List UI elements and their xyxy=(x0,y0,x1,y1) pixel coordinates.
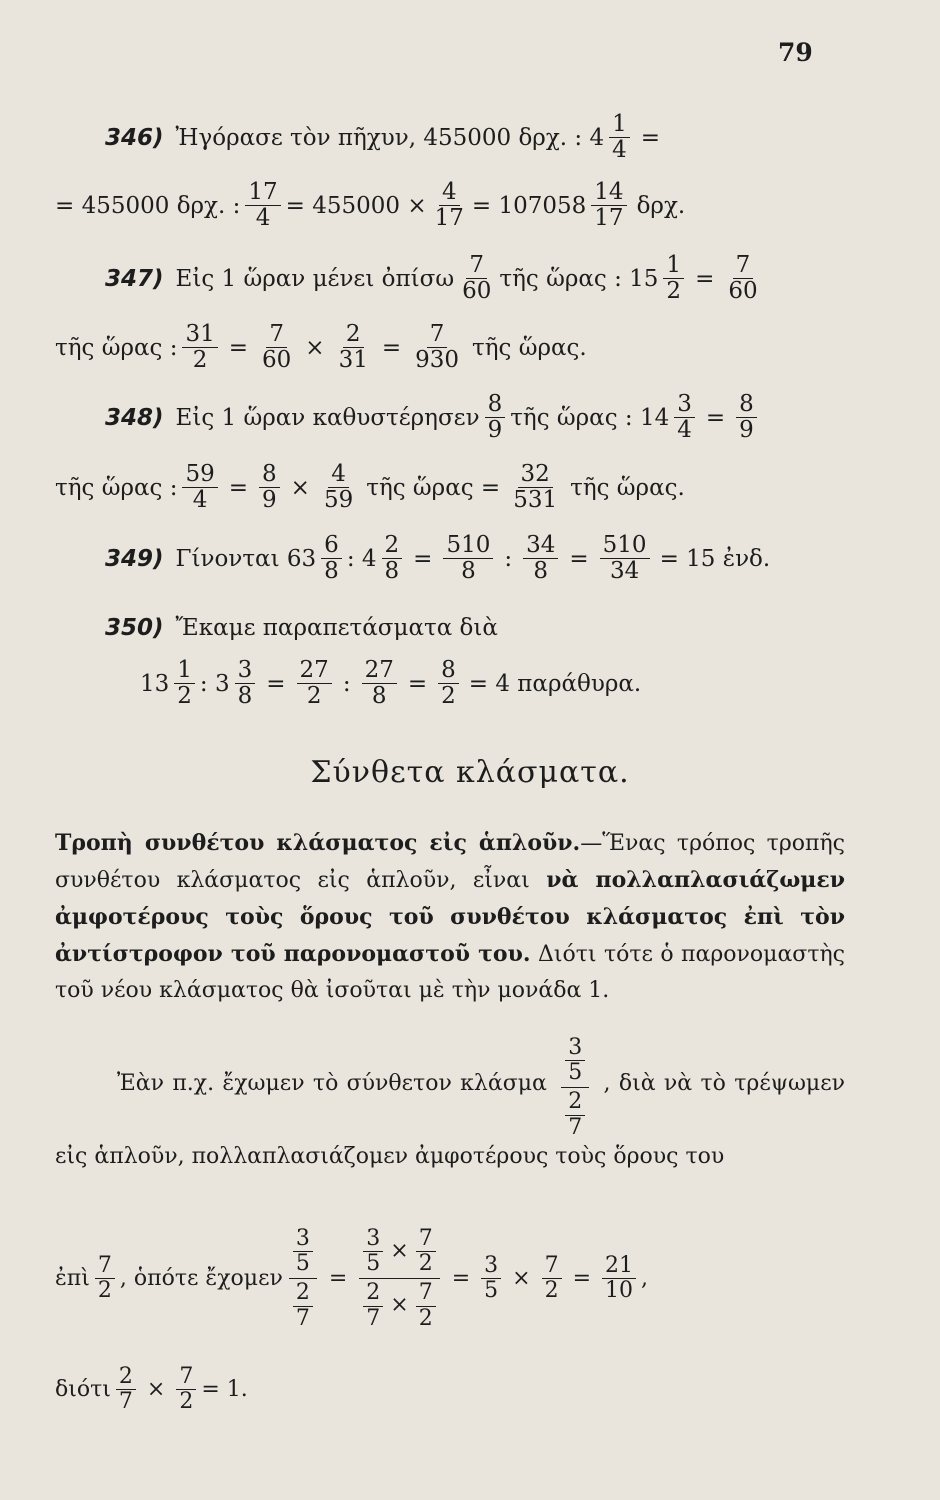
fraction: $\frac{7}{60}$ xyxy=(728,252,758,305)
fraction: $\frac{1}{2}$ xyxy=(663,253,684,305)
fraction: $\frac{4}{17}$ xyxy=(434,179,464,232)
bold-title: Τροπὴ συνθέτου κλάσματος εἰς ἁπλοῦν. xyxy=(55,830,581,856)
problem-number: 348) xyxy=(105,404,164,431)
text: —Ἕνας τρόπος τροπῆς συνθέτου κλάσματος εἰς ἁπλοῦν, εἶναι xyxy=(55,831,845,893)
text: Ἔκαμε παραπετάσματα διὰ xyxy=(175,615,498,641)
fraction: $\frac{3}{8}$ xyxy=(235,658,256,710)
fraction: $\frac{6}{8}$ xyxy=(321,533,342,585)
fraction: $\frac{3}{4}$ xyxy=(674,392,695,444)
fraction: $\frac{8}{2}$ xyxy=(438,658,459,710)
text: , διὰ νὰ τὸ τρέψωμεν εἰς ἁπλοῦν, πολλαπλασιάζομεν ἀμφοτέρους τοὺς ὅρους του xyxy=(55,1070,845,1169)
problem-349 xyxy=(105,533,775,585)
fraction: $\frac{14}{17}$ xyxy=(591,180,626,232)
fraction: $\frac{7}{60}$ xyxy=(462,252,492,305)
text: Ἐὰν π.χ. ἔχωμεν τὸ σύνθετον κλάσμα xyxy=(117,1070,547,1096)
fraction: $\frac{2}{8}$ xyxy=(382,533,403,585)
text: τῆς ὥρας. xyxy=(472,334,587,361)
text: τῆς ὥρας : xyxy=(55,474,178,501)
fraction: $\frac{32}{531}$ xyxy=(513,461,558,514)
fraction: $\frac{7}{60}$ xyxy=(262,321,292,374)
fraction: $\frac{1}{2}$ xyxy=(174,658,195,710)
fraction: $\frac{7}{2}$ xyxy=(95,1254,115,1303)
equals: = xyxy=(407,670,428,697)
fraction: $\frac{31}{2}$ xyxy=(182,322,217,374)
fraction: $\frac{8}{9}$ xyxy=(485,392,506,444)
fraction: $\frac{510}{34}$ xyxy=(600,533,650,585)
problem-number: 347) xyxy=(105,265,164,292)
equals: = xyxy=(228,334,249,361)
colon: : xyxy=(504,545,513,572)
equals: = xyxy=(695,265,715,292)
fraction: $\frac{2}{31}$ xyxy=(338,321,368,374)
text: Εἰς 1 ὥραν μένει ὀπίσω xyxy=(175,265,455,292)
text: τῆς ὥρας. xyxy=(570,474,685,501)
problem-347-line-1 xyxy=(105,253,766,305)
compound-fraction: $\frac{\frac{3}{5}}{\frac{2}{7}}$ xyxy=(289,1225,317,1333)
problem-348-line-2 xyxy=(55,462,690,514)
text: : 3 xyxy=(199,670,230,697)
problem-number: 346) xyxy=(105,124,164,151)
page-number: 79 xyxy=(778,38,813,67)
fraction: $\frac{7}{2}$ xyxy=(176,1365,196,1414)
section-heading: Σύνθετα κλάσματα. xyxy=(310,755,630,790)
fraction: $\frac{17}{4}$ xyxy=(245,180,280,232)
equals: = xyxy=(228,474,249,501)
text: , ὁπότε ἔχομεν xyxy=(119,1266,283,1292)
bold-rule: νὰ πολλαπλασιάζωμεν ἀμφοτέρους τοὺς ὅρους τοῦ συνθέτου κλάσματος ἐπὶ τὸν ἀντίστροφον τοῦ παρονομαστοῦ του. xyxy=(55,867,846,967)
fraction: $\frac{7}{930}$ xyxy=(415,321,460,374)
equals: = xyxy=(640,124,660,151)
equals: = xyxy=(569,545,589,572)
fraction: $\frac{27}{8}$ xyxy=(362,658,397,710)
times: × xyxy=(146,1377,166,1403)
text: : 4 xyxy=(346,545,377,572)
text: = 107058 xyxy=(471,192,587,219)
problem-347-line-2 xyxy=(55,322,592,374)
text: Ἠγόρασε τὸν πῆχυν, 455000 δρχ. : 4 xyxy=(175,124,605,151)
equals: = xyxy=(328,1266,348,1292)
compound-fraction: $\frac{\frac{3}{5}}{\frac{2}{7}}$ xyxy=(561,1034,589,1142)
equals: = xyxy=(381,334,402,361)
problem-350-line-1 xyxy=(105,615,498,641)
text: Διότι τότε ὁ παρονομαστὴς τοῦ νέου κλάσματος θὰ ἰσοῦται μὲ τὴν μονάδα 1. xyxy=(55,942,845,1003)
text: διότι xyxy=(55,1377,111,1403)
fraction: $\frac{59}{4}$ xyxy=(182,462,217,514)
fraction: $\frac{4}{59}$ xyxy=(323,461,354,514)
colon: : xyxy=(342,670,351,697)
fraction: $\frac{27}{2}$ xyxy=(297,658,332,710)
problem-346-line-1 xyxy=(105,112,666,164)
text: ἐπὶ xyxy=(55,1266,90,1292)
equals: = xyxy=(572,1266,592,1292)
text: δρχ. xyxy=(636,192,686,219)
result: = 4 παράθυρα. xyxy=(468,670,642,697)
text: τῆς ὥρας : xyxy=(55,334,178,361)
text: Εἰς 1 ὥραν καθυστέρησεν xyxy=(175,404,480,431)
compound-fraction-expanded: $\frac{3}{5}$ × $\frac{7}{2}$ $\frac{2}{7}$ × $\frac{7}{2}$ xyxy=(359,1225,439,1333)
problem-350-line-2 xyxy=(140,658,646,710)
fraction: $\frac{34}{8}$ xyxy=(523,533,558,585)
proof-line xyxy=(55,1365,248,1414)
problem-348-line-1 xyxy=(105,392,762,444)
times: × xyxy=(290,474,310,501)
fraction: $\frac{510}{8}$ xyxy=(443,533,493,585)
text: = 455000 × xyxy=(285,192,427,219)
problem-346-line-2 xyxy=(55,180,690,232)
result: = 15 ἐνδ. xyxy=(659,545,771,572)
fraction: $\frac{8}{9}$ xyxy=(736,392,757,444)
text: 13 xyxy=(140,670,170,697)
fraction: $\frac{1}{4}$ xyxy=(609,112,630,164)
fraction: $\frac{8}{9}$ xyxy=(259,462,280,514)
problem-number: 349) xyxy=(105,545,164,572)
equals: = xyxy=(705,404,726,431)
text: τῆς ὥρας : 15 xyxy=(499,265,659,292)
problem-number: 350) xyxy=(105,615,164,641)
text: Γίνονται 63 xyxy=(175,545,317,572)
text: τῆς ὥρας : 14 xyxy=(510,404,670,431)
result: = 1. xyxy=(201,1377,248,1403)
compound-equation xyxy=(55,1225,648,1333)
fraction: $\frac{7}{2}$ xyxy=(542,1254,562,1303)
text: = 455000 δρχ. : xyxy=(55,192,241,219)
fraction: $\frac{3}{5}$ xyxy=(481,1254,501,1303)
text: τῆς ὥρας = xyxy=(366,474,501,501)
fraction: $\frac{21}{10}$ xyxy=(602,1254,636,1303)
paragraph-example xyxy=(55,1030,845,1176)
times: × xyxy=(512,1266,531,1292)
paragraph-conversion-rule xyxy=(55,825,845,1009)
equals: = xyxy=(413,545,433,572)
fraction: $\frac{2}{7}$ xyxy=(116,1365,136,1414)
equals: = xyxy=(266,670,286,697)
comma: , xyxy=(641,1266,649,1292)
equals: = xyxy=(451,1266,471,1292)
times: × xyxy=(305,334,325,361)
